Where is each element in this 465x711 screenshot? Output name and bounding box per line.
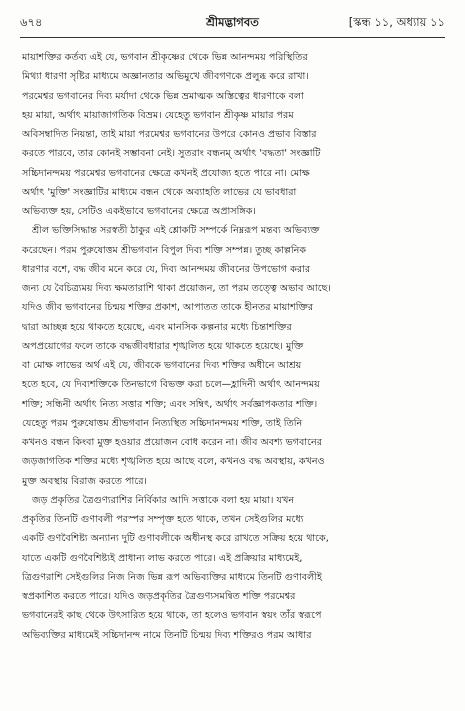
text-line: সচ্চিদানন্দময় পরমেশ্বর ভগবানের ক্ষেত্রে কখনই প্রযোজ্য হতে পারে না। মোক্ষ bbox=[22, 167, 310, 179]
text-line: করেছেন। পরম পুরুষোত্তম শ্রীভগবান বিপুল দিব্য শক্তি সম্পন্ন। তুচ্ছ কাল্পনিক bbox=[22, 244, 307, 256]
text-line: প্রকৃতির তিনটি গুণাবলী পরস্পর সম্পৃক্ত হতে থাকে, তখন সেইগুলির মধ্যে bbox=[22, 514, 304, 525]
paragraph-1 bbox=[22, 48, 445, 221]
page-body bbox=[22, 48, 445, 645]
text-line: যদিও জীব ভগবানের চিন্ময় শক্তির প্রকাশ, আপাতত তাকে হীনতর মায়াশক্তির bbox=[22, 302, 314, 314]
text-line: কখনও বন্ধন কিংবা মুক্ত হওয়ার প্রয়োজন বোধ করেন না। জীব অবশ্য ভগবানের bbox=[22, 437, 323, 448]
text-line: হতে হবে, যে দিব্যশক্তিকে তিনভাগে বিভক্ত করা চলে—হ্লাদিনী অর্থাৎ আনন্দময় bbox=[22, 379, 320, 391]
text-line: যেহেতু পরম পুরুষোত্তম শ্রীভগবান নিত্যস্থিত সচ্চিদানন্দময় শক্তি, তাই তিনি bbox=[22, 417, 303, 429]
text-line: অপপ্রয়োগের ফলে তাকে বদ্ধজীবধারার শৃঙ্খলিত হয়ে থাকতে হয়েছে। মুক্তি bbox=[22, 340, 304, 352]
text-line: একটি গুণবৈশিষ্ট্য অন্যান্য দুটি গুণাবলীকে অধীনস্থ করে রাখতে সক্রিয় হয়ে থাকে, bbox=[22, 533, 329, 545]
text-line: হয় মায়া, অর্থাৎ মায়াজাগতিক বিভ্রম। যেহেতু ভগবান শ্রীকৃষ্ণ মায়ার পরম bbox=[22, 109, 294, 121]
text-line: অভিব্যক্তির মাধ্যমেই সচ্চিদানন্দ নামে তিনটি চিন্ময় দিব্য শক্তিরও পরম আধার bbox=[22, 629, 312, 641]
text-line: অভিব্যক্ত হয়, সেটিও একইভাবে ভগবানের ক্ষেত্রে অপ্রাসঙ্গিক। bbox=[22, 206, 256, 217]
text-line: স্বপ্রকাশিত করতে পারে। যদিও জড়প্রকৃতির ত্রৈগুণ্যসমন্বিত শক্তি পরমেশ্বর bbox=[22, 591, 296, 602]
text-line: জন্য যে বৈচিত্র্যময় দিব্য ক্ষমতারাশি থাকা প্রয়োজন, তা পরম তত্ত্বে অভাব আছে। bbox=[22, 283, 331, 294]
text-line: জড়জাগতিক শক্তির মধ্যে শৃঙ্খলিত হয়ে আছে বলে, কখনও বদ্ধ অবস্থায়, কখনও bbox=[22, 456, 325, 468]
text-line: মায়াশক্তির কর্তব্য এই যে, ভগবান শ্রীকৃষ্ণের থেকে ভিন্ন আনন্দময় পরিস্থিতির bbox=[22, 52, 308, 63]
paragraph-2 bbox=[22, 221, 445, 491]
text-line: দ্বারা আচ্ছন্ন হয়ে থাকতে হয়েছে, এবং মানসিক কল্পনার মধ্যে চিন্তাশক্তির bbox=[22, 321, 292, 333]
book-title: শ্রীমদ্ভাগবত bbox=[206, 15, 259, 29]
text-line: পরমেশ্বর ভগবানের দিব্য মর্যাদা থেকে ভিন্ন ভ্রমাত্মক অস্তিত্বের ধারণাকে বলা bbox=[22, 90, 304, 102]
text-line: জড় প্রকৃতির ত্রৈগুণ্যরাশির নির্বিকার আদি সত্তাকে বলা হয় মায়া। যখন bbox=[32, 494, 295, 506]
text-line: করতে পারবে, তার কোনই সম্ভাবনা নেই। সুতরাং বন্ধনম্ অর্থাৎ 'বদ্ধতা' সংজ্ঞাটি bbox=[22, 148, 321, 160]
paragraph-3 bbox=[22, 491, 445, 645]
page-header bbox=[20, 14, 445, 34]
text-line: শ্রীল ভক্তিসিদ্ধান্ত সরস্বতী ঠাকুর এই শ্লোকটি সম্পর্কে নিম্নরূপ মন্তব্য অভিব্যক্ত bbox=[32, 225, 320, 237]
text-line: বা মোক্ষ লাভের অর্থ এই যে, জীবকে ভগবানের দিব্য শক্তির অধীনে আশ্রয় bbox=[22, 360, 302, 371]
text-line: মুক্ত অবস্থায় বিরাজ করতে পারে। bbox=[22, 475, 147, 487]
text-line: ভগবানেরই কাছ থেকে উৎসারিত হয়ে থাকে, তা হলেও ভগবান স্বয়ং তাঁর স্বরূপে bbox=[22, 610, 322, 622]
page-number: ৬৭৪ bbox=[20, 15, 43, 29]
text-line: মিথ্যা ধারণা সৃষ্টির মাধ্যমে অজ্ঞানতার অভিমুখে জীবগণকে প্রলুব্ধ করে রাখা। bbox=[22, 71, 309, 83]
chapter-reference: [স্কন্ধ ১১, অধ্যায় ১১ bbox=[348, 15, 445, 29]
text-line: শক্তি; সন্ধিনী অর্থাৎ নিত্য সত্তার শক্তি; এবং সম্বিৎ, অর্থাৎ সর্বজ্ঞাপকতার শক্তি। bbox=[22, 398, 318, 410]
text-line: অবিসম্বাদিত নিয়ন্তা, তাই মায়া পরমেশ্বর ভগবানের উপরে কোনও প্রভাব বিস্তার bbox=[22, 129, 317, 140]
text-line: ধারণার বশে, বদ্ধ জীব মনে করে যে, দিব্য আনন্দময় জীবনের উপভোগ করার bbox=[22, 263, 311, 275]
text-line: যাতে একটি গুণবৈশিষ্ট্যই প্রাধান্য লাভ করতে পারে। এই প্রক্রিয়ার মাধ্যমেই, bbox=[22, 552, 303, 564]
text-line: ত্রিগুণরাশি সেইগুলির নিজ নিজ ভিন্ন রূপ অভিব্যক্তির মাধ্যমে তিনটি গুণাবলীই bbox=[22, 571, 322, 583]
header-divider bbox=[20, 37, 445, 38]
text-line: অর্থাৎ 'মুক্তি' সংজ্ঞাটির মাধ্যমে বন্ধন থেকে অব্যাহতি লাভের যে ভাবধারা bbox=[22, 186, 297, 198]
